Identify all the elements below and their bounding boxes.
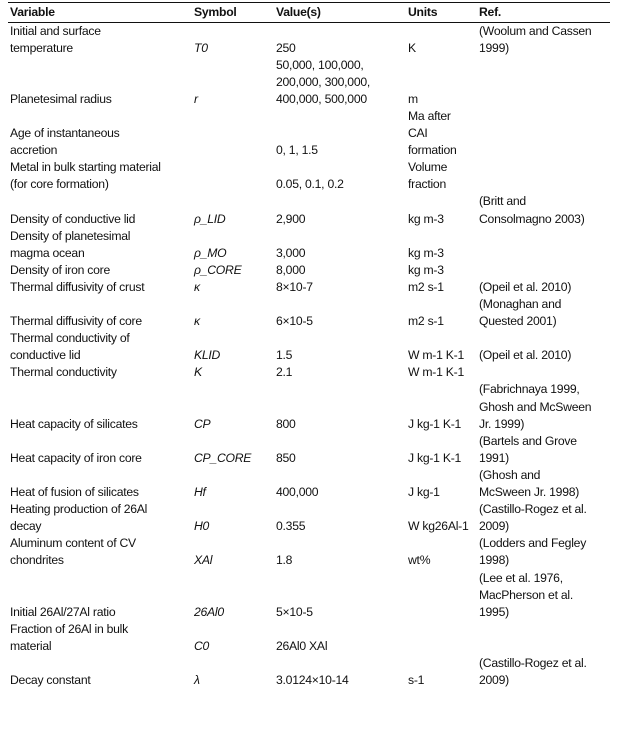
ref-cell: (Ghosh and McSween Jr. 1998) — [479, 467, 580, 500]
symbol-cell: 26Al0 — [194, 604, 224, 619]
symbol-cell: H0 — [194, 519, 210, 534]
header-bottom-rule — [8, 22, 610, 23]
units-cell: m — [408, 91, 418, 106]
ref-cell: (Castillo-Rogez et al. 2009) — [479, 655, 587, 688]
variable-cell: Aluminum content of CV chondrites — [10, 536, 136, 568]
header-ref: Ref. — [479, 5, 502, 19]
units-cell: J kg-1 — [408, 485, 440, 500]
ref-cell: (Lee et al. 1976, MacPherson et al. 1995) — [479, 570, 573, 619]
header-values: Value(s) — [276, 5, 321, 19]
ref-cell: (Woolum and Cassen 1999) — [479, 23, 592, 55]
table-header-row — [8, 4, 610, 22]
table-row — [8, 193, 610, 227]
symbol-cell: r — [194, 91, 198, 106]
ref-cell: (Monaghan and Quested 2001) — [479, 297, 562, 329]
variable-cell: Age of instantaneous accretion — [10, 126, 120, 158]
ref-cell: (Lodders and Fegley 1998) — [479, 536, 587, 568]
units-cell: W kg26Al-1 — [408, 519, 469, 534]
symbol-cell: CP — [194, 416, 211, 431]
ref-cell: (Castillo-Rogez et al. 2009) — [479, 502, 587, 534]
table-row — [8, 364, 610, 381]
header-units: Units — [408, 5, 438, 19]
value-cell: 800 — [276, 416, 296, 431]
ref-cell: (Fabrichnaya 1999, Ghosh and McSween Jr. 1999) — [479, 382, 592, 431]
variable-cell: Decay constant — [10, 673, 91, 688]
symbol-cell: K — [194, 365, 202, 380]
value-cell: 50,000, 100,000, 200,000, 300,000, 400,000, 500,000 — [276, 57, 371, 106]
symbol-cell: C0 — [194, 638, 210, 653]
header-symbol: Symbol — [194, 5, 237, 19]
variable-cell: Thermal conductivity of conductive lid — [10, 331, 130, 363]
header-variable: Variable — [10, 5, 55, 19]
table-row — [8, 433, 610, 467]
units-cell: W m-1 K-1 — [408, 365, 464, 380]
value-cell: 850 — [276, 450, 296, 465]
table-row — [8, 108, 610, 159]
units-cell: K — [408, 40, 416, 55]
table-row — [8, 57, 610, 108]
symbol-cell: ρ_LID — [194, 211, 226, 226]
value-cell: 8×10-7 — [276, 279, 313, 294]
table-row — [8, 262, 610, 279]
symbol-cell: κ — [194, 314, 200, 329]
symbol-cell: ρ_CORE — [194, 262, 242, 277]
units-cell: kg m-3 — [408, 211, 444, 226]
value-cell: 0.355 — [276, 519, 306, 534]
variable-cell: Thermal conductivity — [10, 365, 117, 380]
symbol-cell: ρ_MO — [194, 245, 227, 260]
table-row — [8, 279, 610, 296]
symbol-cell: KLID — [194, 348, 221, 363]
table-row — [8, 467, 610, 501]
variable-cell: Density of planetesimal magma ocean — [10, 228, 131, 260]
value-cell: 2,900 — [276, 211, 306, 226]
table-row — [8, 621, 610, 655]
ref-cell: (Bartels and Grove 1991) — [479, 433, 577, 465]
value-cell: 0.05, 0.1, 0.2 — [276, 177, 344, 192]
value-cell: 1.5 — [276, 348, 293, 363]
value-cell: 250 — [276, 40, 296, 55]
value-cell: 3,000 — [276, 245, 306, 260]
units-cell: Volume fraction — [408, 160, 448, 192]
value-cell: 0, 1, 1.5 — [276, 143, 318, 158]
variable-cell: Thermal diffusivity of core — [10, 314, 142, 329]
units-cell: J kg-1 K-1 — [408, 450, 462, 465]
parameter-table — [8, 2, 610, 689]
table-row — [8, 23, 610, 57]
value-cell: 3.0124×10-14 — [276, 673, 349, 688]
value-cell: 26Al0 XAl — [276, 638, 328, 653]
symbol-cell: CP_CORE — [194, 450, 252, 465]
symbol-cell: κ — [194, 279, 200, 294]
table-row — [8, 296, 610, 330]
symbol-cell: Hf — [194, 485, 206, 500]
table-row — [8, 535, 610, 569]
variable-cell: Heat of fusion of silicates — [10, 485, 139, 500]
symbol-cell: λ — [194, 673, 200, 688]
table-row — [8, 501, 610, 535]
units-cell: W m-1 K-1 — [408, 348, 464, 363]
value-cell: 5×10-5 — [276, 604, 313, 619]
table-row — [8, 381, 610, 432]
value-cell: 2.1 — [276, 365, 293, 380]
variable-cell: Heat capacity of iron core — [10, 450, 142, 465]
symbol-cell: T0 — [194, 40, 208, 55]
units-cell: m2 s-1 — [408, 279, 444, 294]
value-cell: 8,000 — [276, 262, 306, 277]
units-cell: J kg-1 K-1 — [408, 416, 462, 431]
table-top-rule — [8, 2, 610, 3]
ref-cell: (Opeil et al. 2010) — [479, 348, 572, 363]
units-cell: Ma after CAI formation — [408, 108, 457, 158]
ref-cell: (Britt and Consolmagno 2003) — [479, 194, 585, 226]
variable-cell: Initial 26Al/27Al ratio — [10, 604, 116, 619]
symbol-cell: XAl — [194, 553, 213, 568]
units-cell: kg m-3 — [408, 262, 444, 277]
variable-cell: Density of iron core — [10, 262, 110, 277]
table-row — [8, 228, 610, 262]
units-cell: wt% — [408, 553, 431, 568]
variable-cell: Fraction of 26Al in bulk material — [10, 621, 128, 653]
variable-cell: Metal in bulk starting material (for core formation) — [10, 160, 161, 192]
value-cell: 6×10-5 — [276, 314, 313, 329]
value-cell: 400,000 — [276, 485, 319, 500]
table-row — [8, 655, 610, 689]
variable-cell: Initial and surface temperature — [10, 23, 101, 55]
variable-cell: Density of conductive lid — [10, 211, 136, 226]
units-cell: s-1 — [408, 673, 425, 688]
units-cell: kg m-3 — [408, 245, 444, 260]
table-row — [8, 159, 610, 193]
table-row — [8, 330, 610, 364]
ref-cell: (Opeil et al. 2010) — [479, 279, 572, 294]
variable-cell: Heat capacity of silicates — [10, 416, 138, 431]
table-row — [8, 570, 610, 621]
units-cell: m2 s-1 — [408, 314, 444, 329]
value-cell: 1.8 — [276, 553, 293, 568]
variable-cell: Planetesimal radius — [10, 91, 112, 106]
variable-cell: Heating production of 26Al decay — [10, 502, 148, 534]
variable-cell: Thermal diffusivity of crust — [10, 279, 145, 294]
